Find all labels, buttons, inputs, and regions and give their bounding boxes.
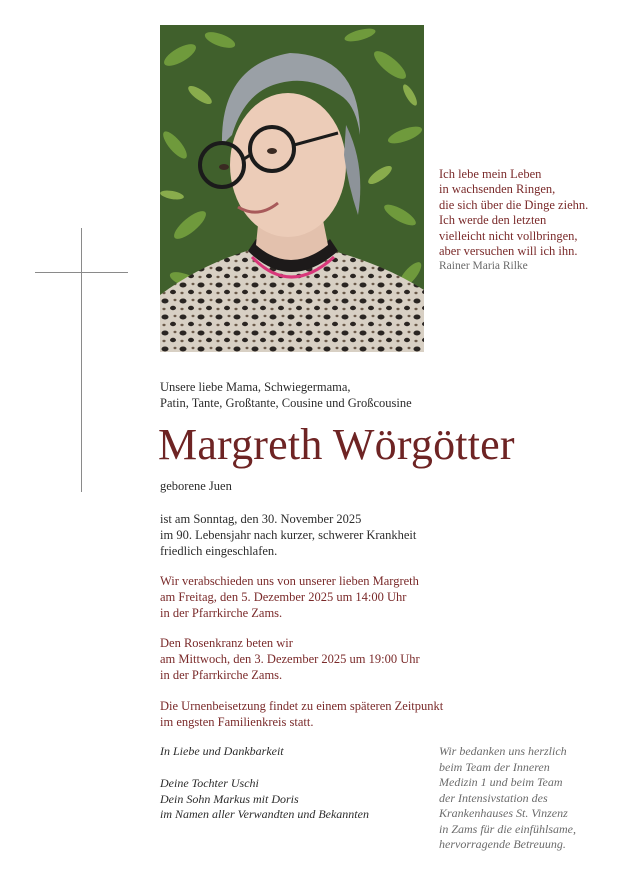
farewell-line: in der Pfarrkirche Zams. xyxy=(160,606,283,620)
cross-horizontal-bar xyxy=(35,272,128,273)
death-line: im 90. Lebensjahr nach kurzer, schwerer Krankheit xyxy=(160,528,417,542)
rosary-line: Den Rosenkranz beten wir xyxy=(160,636,293,650)
death-announcement xyxy=(160,511,416,559)
rosary-line: in der Pfarrkirche Zams. xyxy=(160,668,283,682)
farewell-line: Wir verabschieden uns von unserer lieben Margreth xyxy=(160,574,419,588)
poem-quote xyxy=(439,167,624,275)
thanks-line: in Zams für die einfühlsame, xyxy=(439,821,576,836)
closing-phrase: In Liebe und Dankbarkeit xyxy=(160,744,284,758)
rosary-service xyxy=(160,635,420,683)
intro-line: Patin, Tante, Großtante, Cousine und Großcousine xyxy=(160,396,412,410)
thanks-line: beim Team der Inneren xyxy=(439,759,550,774)
urn-line: Die Urnenbeisetzung findet zu einem späteren Zeitpunkt xyxy=(160,699,444,713)
poem-line: in wachsenden Ringen, xyxy=(439,182,556,197)
maiden-name: geborene Juen xyxy=(160,479,232,493)
thanks-line: Wir bedanken uns herzlich xyxy=(439,744,567,758)
thanks-line: Medizin 1 und beim Team xyxy=(439,775,563,789)
family-line: Dein Sohn Markus mit Doris xyxy=(160,791,299,806)
poem-author: Rainer Maria Rilke xyxy=(439,260,528,273)
urn-burial-notice xyxy=(160,698,443,730)
thanks-note xyxy=(439,744,576,853)
portrait-photo xyxy=(160,25,424,352)
intro-line: Unsere liebe Mama, Schwiegermama, xyxy=(160,380,351,394)
poem-line: Ich lebe mein Leben xyxy=(439,167,542,181)
poem-line: aber versuchen will ich ihn. xyxy=(439,244,578,259)
death-line: friedlich eingeschlafen. xyxy=(160,544,278,558)
farewell-line: am Freitag, den 5. Dezember 2025 um 14:00 Uhr xyxy=(160,590,407,604)
family-line: im Namen aller Verwandten und Bekannten xyxy=(160,807,369,821)
family-signatures xyxy=(160,776,369,823)
poem-line: vielleicht nicht vollbringen, xyxy=(439,228,578,243)
poem-line: die sich über die Dinge ziehn. xyxy=(439,197,589,212)
intro-text xyxy=(160,379,412,411)
farewell-service xyxy=(160,573,419,621)
thanks-line: hervorragende Betreuung. xyxy=(439,837,566,851)
rosary-line: am Mittwoch, den 3. Dezember 2025 um 19:00 Uhr xyxy=(160,652,420,666)
thanks-line: Krankenhauses St. Vinzenz xyxy=(439,806,568,820)
thanks-line: der Intensivstation des xyxy=(439,790,548,805)
deceased-name: Margreth Wörgötter xyxy=(158,420,515,469)
family-line: Deine Tochter Uschi xyxy=(160,776,259,790)
cross-vertical-bar xyxy=(81,228,82,492)
death-line: ist am Sonntag, den 30. November 2025 xyxy=(160,512,362,526)
poem-line: Ich werde den letzten xyxy=(439,213,547,228)
urn-line: im engsten Familienkreis statt. xyxy=(160,715,314,729)
